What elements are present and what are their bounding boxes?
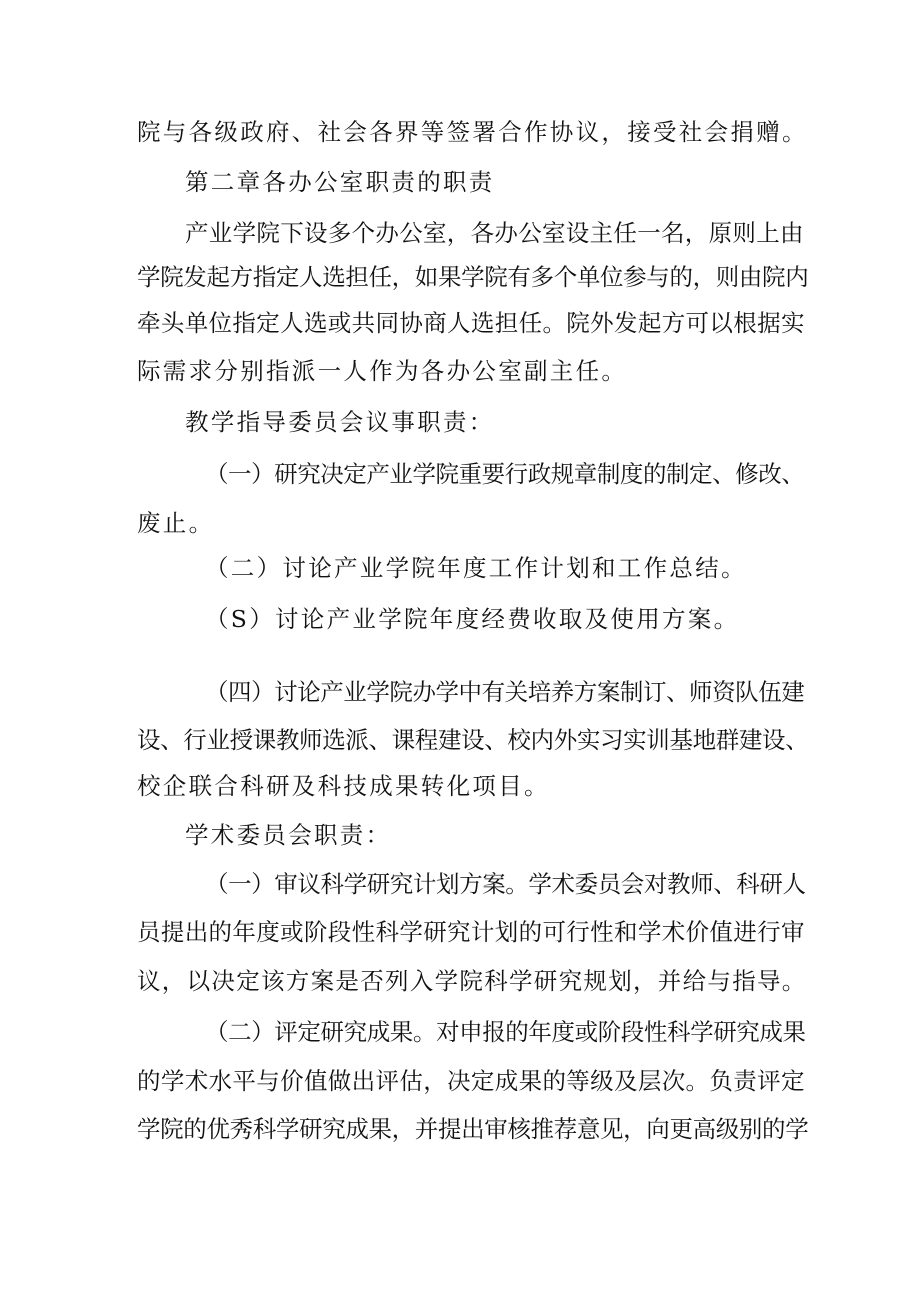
list-item-line: （二）评定研究成果。对申报的年度或阶段性科学研究成果 — [205, 1018, 806, 1046]
chapter-heading: 第二章各办公室职责的职责 — [185, 168, 495, 196]
list-item-line: （S）讨论产业学院年度经费收取及使用方案。 — [205, 605, 740, 633]
list-item-line: 设、行业授课教师选派、课程建设、校内外实习实训基地群建设、 — [137, 726, 809, 754]
section-heading: 学术委员会职责： — [185, 821, 392, 849]
list-item-line: （一）研究决定产业学院重要行政规章制度的制定、修改、 — [205, 460, 805, 488]
list-item-line: 校企联合科研及科技成果转化项目。 — [137, 772, 550, 800]
list-item-line: 学院的优秀科学研究成果，并提出审核推荐意见，向更高级别的学 — [137, 1115, 809, 1143]
paragraph-line: 学院发起方指定人选担任，如果学院有多个单位参与的，则由院内 — [137, 263, 809, 291]
paragraph-line: 牵头单位指定人选或共同协商人选担任。院外发起方可以根据实 — [137, 309, 805, 337]
list-item-line: （四）讨论产业学院办学中有关培养方案制订、师资队伍建 — [205, 678, 805, 706]
paragraph-line: 产业学院下设多个办公室，各办公室设主任一名，原则上由 — [185, 219, 804, 247]
section-heading: 教学指导委员会议事职责： — [185, 408, 495, 436]
list-item-line: （二）讨论产业学院年度工作计划和工作总结。 — [205, 554, 747, 582]
list-item-line: 的学术水平与价值做出评估，决定成果的等级及层次。负责评定 — [137, 1067, 805, 1095]
list-item-line: 议，以决定该方案是否列入学院科学研究规划，并给与指导。 — [137, 967, 807, 995]
list-item-line: 员提出的年度或阶段性科学研究计划的可行性和学术价值进行审 — [137, 918, 805, 946]
list-item-line: （一）审议科学研究计划方案。学术委员会对教师、科研人 — [205, 870, 806, 898]
list-item-line: 废止。 — [137, 509, 215, 537]
paragraph-line: 际需求分别指派一人作为各办公室副主任。 — [137, 357, 628, 385]
paragraph-line: 院与各级政府、社会各界等签署合作协议，接受社会捐赠。 — [137, 118, 808, 146]
